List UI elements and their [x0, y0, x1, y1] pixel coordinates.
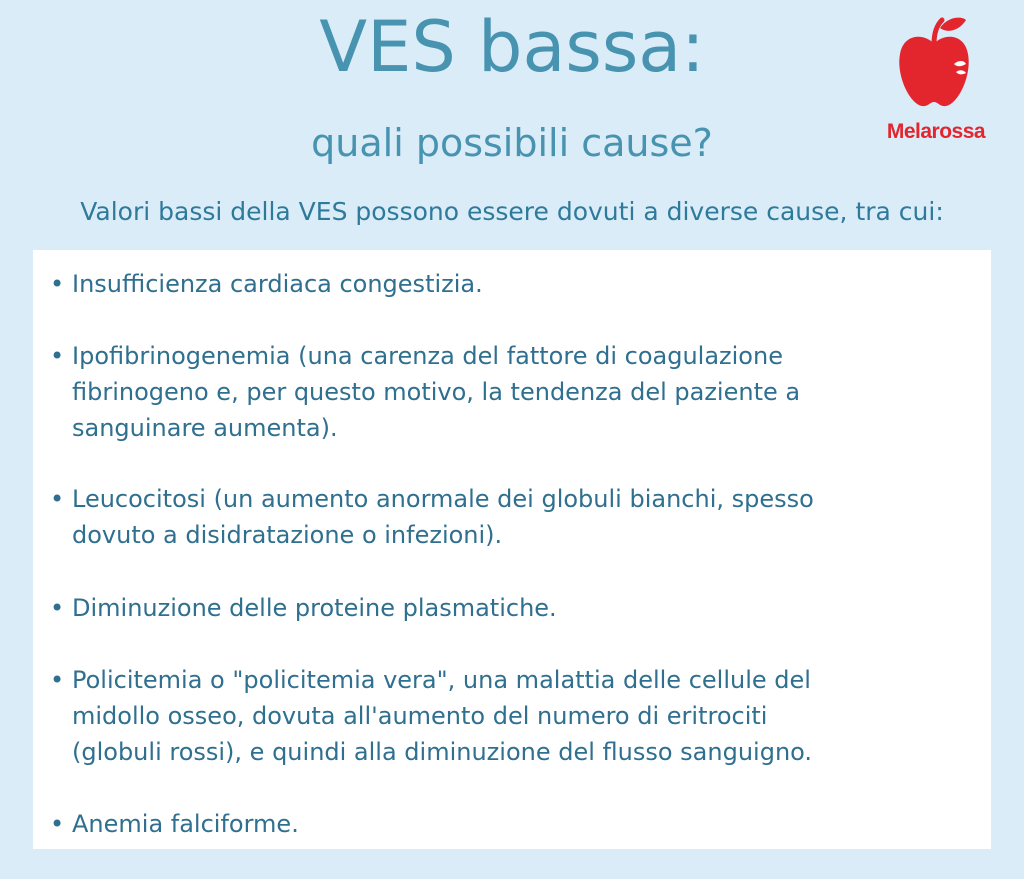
list-item-text: Insufficienza cardiaca congestizia. — [72, 270, 483, 298]
list-item-text: Ipofibrinogenemia (una carenza del fattore di coagulazione fibrinogeno e, per questo motivo, la tendenza del paziente a sanguinare aumenta). — [72, 342, 801, 442]
list-item-text: Leucocitosi (un aumento anormale dei globuli bianchi, spesso dovuto a disidratazione o infezioni). — [72, 485, 814, 549]
page-subtitle: quali possibili cause? — [311, 121, 713, 165]
bullet: • — [50, 485, 65, 513]
logo-text: Melarossa — [886, 120, 986, 143]
apple-icon — [896, 14, 972, 114]
intro-text: Valori bassi della VES possono essere dovuti a diverse cause, tra cui: — [80, 197, 944, 226]
bullet: • — [50, 342, 65, 370]
causes-panel — [33, 250, 991, 849]
bullet: • — [50, 594, 65, 622]
bullet: • — [50, 666, 65, 694]
list-item-text: Policitemia o "policitemia vera", una malattia delle cellule del midollo osseo, dovuta all'aumento del numero di eritrociti (globuli rossi), e quindi alla diminuzione del flusso sanguigno. — [72, 666, 813, 766]
list-item-text: Diminuzione delle proteine plasmatiche. — [72, 594, 557, 622]
bullet: • — [50, 270, 65, 298]
melarossa-logo — [876, 14, 996, 154]
bullet: • — [50, 810, 65, 838]
list-item-text: Anemia falciforme. — [72, 810, 299, 838]
page-title: VES bassa: — [319, 6, 705, 88]
